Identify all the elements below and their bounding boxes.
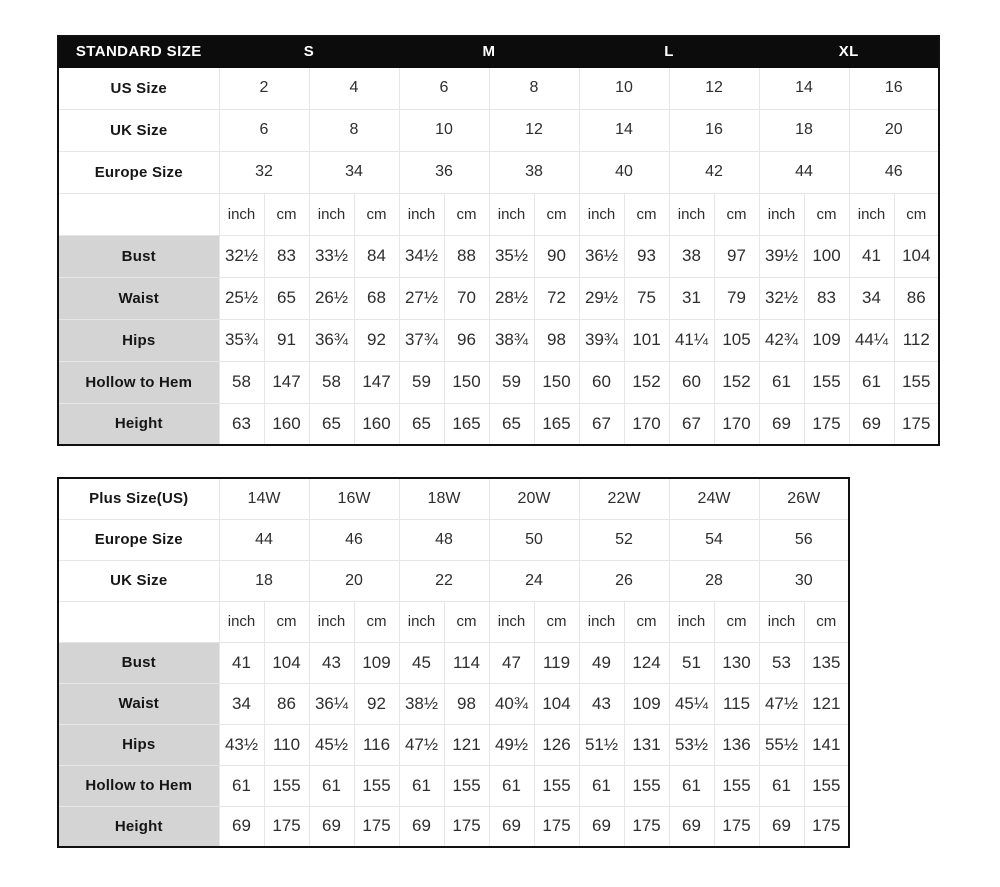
measure-cell: 155 bbox=[444, 765, 489, 806]
size-cell: 16W bbox=[309, 478, 399, 519]
measure-cell: 61 bbox=[489, 765, 534, 806]
measure-cell: 61 bbox=[399, 765, 444, 806]
size-cell: 44 bbox=[759, 151, 849, 193]
measurement-row bbox=[58, 235, 939, 277]
measure-cell: 105 bbox=[714, 319, 759, 361]
unit-cell-inch: inch bbox=[669, 601, 714, 642]
measure-cell: 31 bbox=[669, 277, 714, 319]
row-label-europe-size: Europe Size bbox=[58, 519, 219, 560]
unit-row-spacer bbox=[58, 601, 219, 642]
size-cell: 26 bbox=[579, 560, 669, 601]
measure-cell: 29½ bbox=[579, 277, 624, 319]
measure-cell: 60 bbox=[669, 361, 714, 403]
measure-cell: 28½ bbox=[489, 277, 534, 319]
unit-cell-cm: cm bbox=[624, 193, 669, 235]
size-cell: 26W bbox=[759, 478, 849, 519]
measure-cell: 100 bbox=[804, 235, 849, 277]
measure-cell: 65 bbox=[399, 403, 444, 445]
unit-cell-cm: cm bbox=[264, 601, 309, 642]
measure-cell: 49½ bbox=[489, 724, 534, 765]
standard-size-chart-table bbox=[57, 35, 940, 446]
unit-cell-inch: inch bbox=[849, 193, 894, 235]
measure-cell: 72 bbox=[534, 277, 579, 319]
size-conversion-row bbox=[58, 560, 849, 601]
measure-cell: 112 bbox=[894, 319, 939, 361]
size-cell: 52 bbox=[579, 519, 669, 560]
size-cell: 8 bbox=[489, 67, 579, 109]
measure-cell: 39½ bbox=[759, 235, 804, 277]
measure-cell: 175 bbox=[804, 403, 849, 445]
measure-cell: 147 bbox=[354, 361, 399, 403]
row-label-europe-size: Europe Size bbox=[58, 151, 219, 193]
measure-cell: 43 bbox=[579, 683, 624, 724]
plus-size-chart-table bbox=[57, 477, 850, 848]
measure-cell: 98 bbox=[534, 319, 579, 361]
unit-cell-cm: cm bbox=[354, 193, 399, 235]
unit-cell-cm: cm bbox=[894, 193, 939, 235]
measure-cell: 155 bbox=[714, 765, 759, 806]
unit-cell-cm: cm bbox=[624, 601, 669, 642]
measure-cell: 32½ bbox=[759, 277, 804, 319]
measure-cell: 155 bbox=[534, 765, 579, 806]
measure-cell: 69 bbox=[759, 806, 804, 847]
measure-cell: 49 bbox=[579, 642, 624, 683]
measure-cell: 121 bbox=[804, 683, 849, 724]
measure-cell: 150 bbox=[534, 361, 579, 403]
measure-cell: 45¼ bbox=[669, 683, 714, 724]
unit-cell-cm: cm bbox=[804, 193, 849, 235]
measure-cell: 119 bbox=[534, 642, 579, 683]
measure-cell: 47 bbox=[489, 642, 534, 683]
measure-cell: 165 bbox=[534, 403, 579, 445]
row-label-hips: Hips bbox=[58, 319, 219, 361]
measure-cell: 68 bbox=[354, 277, 399, 319]
unit-cell-inch: inch bbox=[309, 193, 354, 235]
measure-cell: 45 bbox=[399, 642, 444, 683]
measure-cell: 40¾ bbox=[489, 683, 534, 724]
unit-cell-cm: cm bbox=[804, 601, 849, 642]
unit-cell-cm: cm bbox=[264, 193, 309, 235]
size-cell: 42 bbox=[669, 151, 759, 193]
size-cell: 8 bbox=[309, 109, 399, 151]
measure-cell: 61 bbox=[579, 765, 624, 806]
measure-cell: 175 bbox=[534, 806, 579, 847]
unit-cell-cm: cm bbox=[534, 601, 579, 642]
size-cell: 4 bbox=[309, 67, 399, 109]
unit-cell-cm: cm bbox=[354, 601, 399, 642]
measure-cell: 175 bbox=[444, 806, 489, 847]
measure-cell: 155 bbox=[894, 361, 939, 403]
measure-cell: 88 bbox=[444, 235, 489, 277]
size-cell: 44 bbox=[219, 519, 309, 560]
table-header-row bbox=[58, 36, 939, 67]
measure-cell: 47½ bbox=[399, 724, 444, 765]
measure-cell: 97 bbox=[714, 235, 759, 277]
unit-cell-cm: cm bbox=[714, 601, 759, 642]
measure-cell: 147 bbox=[264, 361, 309, 403]
measure-cell: 38½ bbox=[399, 683, 444, 724]
measure-cell: 175 bbox=[624, 806, 669, 847]
measure-cell: 175 bbox=[894, 403, 939, 445]
size-cell: 6 bbox=[219, 109, 309, 151]
unit-cell-cm: cm bbox=[444, 193, 489, 235]
unit-cell-inch: inch bbox=[489, 601, 534, 642]
measure-cell: 152 bbox=[714, 361, 759, 403]
measure-cell: 115 bbox=[714, 683, 759, 724]
measure-cell: 155 bbox=[354, 765, 399, 806]
size-cell: 28 bbox=[669, 560, 759, 601]
row-label-bust: Bust bbox=[58, 642, 219, 683]
measure-cell: 53 bbox=[759, 642, 804, 683]
measure-cell: 86 bbox=[894, 277, 939, 319]
unit-cell-inch: inch bbox=[489, 193, 534, 235]
unit-row bbox=[58, 193, 939, 235]
measure-cell: 53½ bbox=[669, 724, 714, 765]
measure-cell: 26½ bbox=[309, 277, 354, 319]
row-label-bust: Bust bbox=[58, 235, 219, 277]
measure-cell: 34½ bbox=[399, 235, 444, 277]
measure-cell: 155 bbox=[624, 765, 669, 806]
row-label-height: Height bbox=[58, 403, 219, 445]
measure-cell: 69 bbox=[759, 403, 804, 445]
measure-cell: 69 bbox=[579, 806, 624, 847]
measure-cell: 36½ bbox=[579, 235, 624, 277]
measurement-row bbox=[58, 403, 939, 445]
measure-cell: 37¾ bbox=[399, 319, 444, 361]
measure-cell: 41 bbox=[849, 235, 894, 277]
size-cell: 22 bbox=[399, 560, 489, 601]
size-group-s: S bbox=[219, 36, 399, 67]
measure-cell: 61 bbox=[219, 765, 264, 806]
size-cell: 22W bbox=[579, 478, 669, 519]
measurement-row bbox=[58, 683, 849, 724]
measure-cell: 136 bbox=[714, 724, 759, 765]
size-conversion-row bbox=[58, 67, 939, 109]
unit-cell-inch: inch bbox=[309, 601, 354, 642]
measure-cell: 32½ bbox=[219, 235, 264, 277]
measure-cell: 110 bbox=[264, 724, 309, 765]
size-cell: 48 bbox=[399, 519, 489, 560]
measure-cell: 35½ bbox=[489, 235, 534, 277]
measure-cell: 83 bbox=[804, 277, 849, 319]
measure-cell: 39¾ bbox=[579, 319, 624, 361]
measure-cell: 91 bbox=[264, 319, 309, 361]
size-cell: 40 bbox=[579, 151, 669, 193]
measure-cell: 175 bbox=[354, 806, 399, 847]
size-group-xl: XL bbox=[759, 36, 939, 67]
measure-cell: 42¾ bbox=[759, 319, 804, 361]
measure-cell: 25½ bbox=[219, 277, 264, 319]
unit-cell-inch: inch bbox=[219, 193, 264, 235]
measure-cell: 104 bbox=[894, 235, 939, 277]
size-cell: 20W bbox=[489, 478, 579, 519]
measure-cell: 35¾ bbox=[219, 319, 264, 361]
measure-cell: 45½ bbox=[309, 724, 354, 765]
measure-cell: 59 bbox=[489, 361, 534, 403]
measure-cell: 58 bbox=[309, 361, 354, 403]
size-cell: 2 bbox=[219, 67, 309, 109]
measure-cell: 61 bbox=[309, 765, 354, 806]
unit-cell-cm: cm bbox=[534, 193, 579, 235]
size-cell: 20 bbox=[849, 109, 939, 151]
size-cell: 18 bbox=[759, 109, 849, 151]
measure-cell: 65 bbox=[264, 277, 309, 319]
measure-cell: 36¾ bbox=[309, 319, 354, 361]
measure-cell: 75 bbox=[624, 277, 669, 319]
size-conversion-row bbox=[58, 151, 939, 193]
measurement-row bbox=[58, 361, 939, 403]
size-cell: 46 bbox=[849, 151, 939, 193]
measure-cell: 51 bbox=[669, 642, 714, 683]
measurement-row bbox=[58, 319, 939, 361]
row-label-waist: Waist bbox=[58, 277, 219, 319]
size-cell: 10 bbox=[399, 109, 489, 151]
measure-cell: 114 bbox=[444, 642, 489, 683]
size-cell: 12 bbox=[669, 67, 759, 109]
measure-cell: 69 bbox=[399, 806, 444, 847]
measure-cell: 92 bbox=[354, 319, 399, 361]
size-cell: 10 bbox=[579, 67, 669, 109]
measure-cell: 69 bbox=[219, 806, 264, 847]
size-conversion-row bbox=[58, 478, 849, 519]
measure-cell: 116 bbox=[354, 724, 399, 765]
size-cell: 32 bbox=[219, 151, 309, 193]
measure-cell: 109 bbox=[624, 683, 669, 724]
measure-cell: 104 bbox=[264, 642, 309, 683]
row-label-us-size: US Size bbox=[58, 67, 219, 109]
size-cell: 36 bbox=[399, 151, 489, 193]
measure-cell: 92 bbox=[354, 683, 399, 724]
measure-cell: 58 bbox=[219, 361, 264, 403]
measure-cell: 55½ bbox=[759, 724, 804, 765]
size-cell: 56 bbox=[759, 519, 849, 560]
size-cell: 14W bbox=[219, 478, 309, 519]
measure-cell: 44¼ bbox=[849, 319, 894, 361]
measure-cell: 38¾ bbox=[489, 319, 534, 361]
measure-cell: 79 bbox=[714, 277, 759, 319]
row-label-hollow-to-hem: Hollow to Hem bbox=[58, 765, 219, 806]
measure-cell: 150 bbox=[444, 361, 489, 403]
measure-cell: 93 bbox=[624, 235, 669, 277]
measure-cell: 90 bbox=[534, 235, 579, 277]
unit-cell-inch: inch bbox=[399, 601, 444, 642]
measure-cell: 59 bbox=[399, 361, 444, 403]
measure-cell: 69 bbox=[489, 806, 534, 847]
measure-cell: 109 bbox=[804, 319, 849, 361]
measurement-row bbox=[58, 806, 849, 847]
measure-cell: 67 bbox=[669, 403, 714, 445]
row-label-height: Height bbox=[58, 806, 219, 847]
size-conversion-row bbox=[58, 109, 939, 151]
measure-cell: 43 bbox=[309, 642, 354, 683]
measure-cell: 175 bbox=[714, 806, 759, 847]
measure-cell: 63 bbox=[219, 403, 264, 445]
unit-cell-inch: inch bbox=[759, 601, 804, 642]
measure-cell: 47½ bbox=[759, 683, 804, 724]
unit-cell-inch: inch bbox=[399, 193, 444, 235]
measure-cell: 86 bbox=[264, 683, 309, 724]
row-label-hips: Hips bbox=[58, 724, 219, 765]
measure-cell: 69 bbox=[309, 806, 354, 847]
size-cell: 12 bbox=[489, 109, 579, 151]
measure-cell: 61 bbox=[759, 765, 804, 806]
row-label-waist: Waist bbox=[58, 683, 219, 724]
size-group-m: M bbox=[399, 36, 579, 67]
size-cell: 16 bbox=[669, 109, 759, 151]
size-cell: 38 bbox=[489, 151, 579, 193]
measure-cell: 69 bbox=[849, 403, 894, 445]
measure-cell: 155 bbox=[804, 765, 849, 806]
unit-cell-inch: inch bbox=[759, 193, 804, 235]
measure-cell: 131 bbox=[624, 724, 669, 765]
measure-cell: 152 bbox=[624, 361, 669, 403]
unit-cell-cm: cm bbox=[444, 601, 489, 642]
unit-cell-inch: inch bbox=[579, 601, 624, 642]
measure-cell: 135 bbox=[804, 642, 849, 683]
size-cell: 54 bbox=[669, 519, 759, 560]
measure-cell: 41 bbox=[219, 642, 264, 683]
size-cell: 34 bbox=[309, 151, 399, 193]
measure-cell: 34 bbox=[849, 277, 894, 319]
measure-cell: 84 bbox=[354, 235, 399, 277]
row-label-plus-size-us: Plus Size(US) bbox=[58, 478, 219, 519]
size-cell: 24 bbox=[489, 560, 579, 601]
measure-cell: 126 bbox=[534, 724, 579, 765]
measure-cell: 155 bbox=[264, 765, 309, 806]
measure-cell: 101 bbox=[624, 319, 669, 361]
size-cell: 24W bbox=[669, 478, 759, 519]
measurement-row bbox=[58, 765, 849, 806]
measurement-row bbox=[58, 642, 849, 683]
measure-cell: 155 bbox=[804, 361, 849, 403]
measure-cell: 160 bbox=[264, 403, 309, 445]
size-cell: 18W bbox=[399, 478, 489, 519]
measure-cell: 51½ bbox=[579, 724, 624, 765]
size-cell: 20 bbox=[309, 560, 399, 601]
measure-cell: 109 bbox=[354, 642, 399, 683]
measure-cell: 141 bbox=[804, 724, 849, 765]
measure-cell: 33½ bbox=[309, 235, 354, 277]
size-cell: 46 bbox=[309, 519, 399, 560]
measure-cell: 65 bbox=[489, 403, 534, 445]
chart-title: STANDARD SIZE bbox=[58, 36, 219, 67]
measure-cell: 130 bbox=[714, 642, 759, 683]
row-label-uk-size: UK Size bbox=[58, 109, 219, 151]
measure-cell: 67 bbox=[579, 403, 624, 445]
measure-cell: 170 bbox=[624, 403, 669, 445]
unit-cell-inch: inch bbox=[579, 193, 624, 235]
measure-cell: 34 bbox=[219, 683, 264, 724]
measure-cell: 41¼ bbox=[669, 319, 714, 361]
measure-cell: 61 bbox=[849, 361, 894, 403]
measure-cell: 98 bbox=[444, 683, 489, 724]
unit-row-spacer bbox=[58, 193, 219, 235]
measure-cell: 69 bbox=[669, 806, 714, 847]
unit-cell-inch: inch bbox=[219, 601, 264, 642]
measure-cell: 43½ bbox=[219, 724, 264, 765]
measure-cell: 83 bbox=[264, 235, 309, 277]
measure-cell: 27½ bbox=[399, 277, 444, 319]
size-cell: 16 bbox=[849, 67, 939, 109]
size-conversion-row bbox=[58, 519, 849, 560]
size-group-l: L bbox=[579, 36, 759, 67]
size-cell: 6 bbox=[399, 67, 489, 109]
unit-cell-inch: inch bbox=[669, 193, 714, 235]
size-cell: 18 bbox=[219, 560, 309, 601]
measure-cell: 36¼ bbox=[309, 683, 354, 724]
measure-cell: 38 bbox=[669, 235, 714, 277]
measure-cell: 170 bbox=[714, 403, 759, 445]
row-label-hollow-to-hem: Hollow to Hem bbox=[58, 361, 219, 403]
measure-cell: 165 bbox=[444, 403, 489, 445]
unit-row bbox=[58, 601, 849, 642]
measure-cell: 61 bbox=[669, 765, 714, 806]
measure-cell: 104 bbox=[534, 683, 579, 724]
measure-cell: 61 bbox=[759, 361, 804, 403]
measure-cell: 124 bbox=[624, 642, 669, 683]
size-cell: 14 bbox=[759, 67, 849, 109]
measure-cell: 65 bbox=[309, 403, 354, 445]
size-cell: 30 bbox=[759, 560, 849, 601]
unit-cell-cm: cm bbox=[714, 193, 759, 235]
size-cell: 14 bbox=[579, 109, 669, 151]
measurement-row bbox=[58, 277, 939, 319]
measure-cell: 175 bbox=[264, 806, 309, 847]
measure-cell: 175 bbox=[804, 806, 849, 847]
measure-cell: 70 bbox=[444, 277, 489, 319]
measure-cell: 96 bbox=[444, 319, 489, 361]
measure-cell: 160 bbox=[354, 403, 399, 445]
measurement-row bbox=[58, 724, 849, 765]
row-label-uk-size: UK Size bbox=[58, 560, 219, 601]
size-cell: 50 bbox=[489, 519, 579, 560]
measure-cell: 60 bbox=[579, 361, 624, 403]
measure-cell: 121 bbox=[444, 724, 489, 765]
